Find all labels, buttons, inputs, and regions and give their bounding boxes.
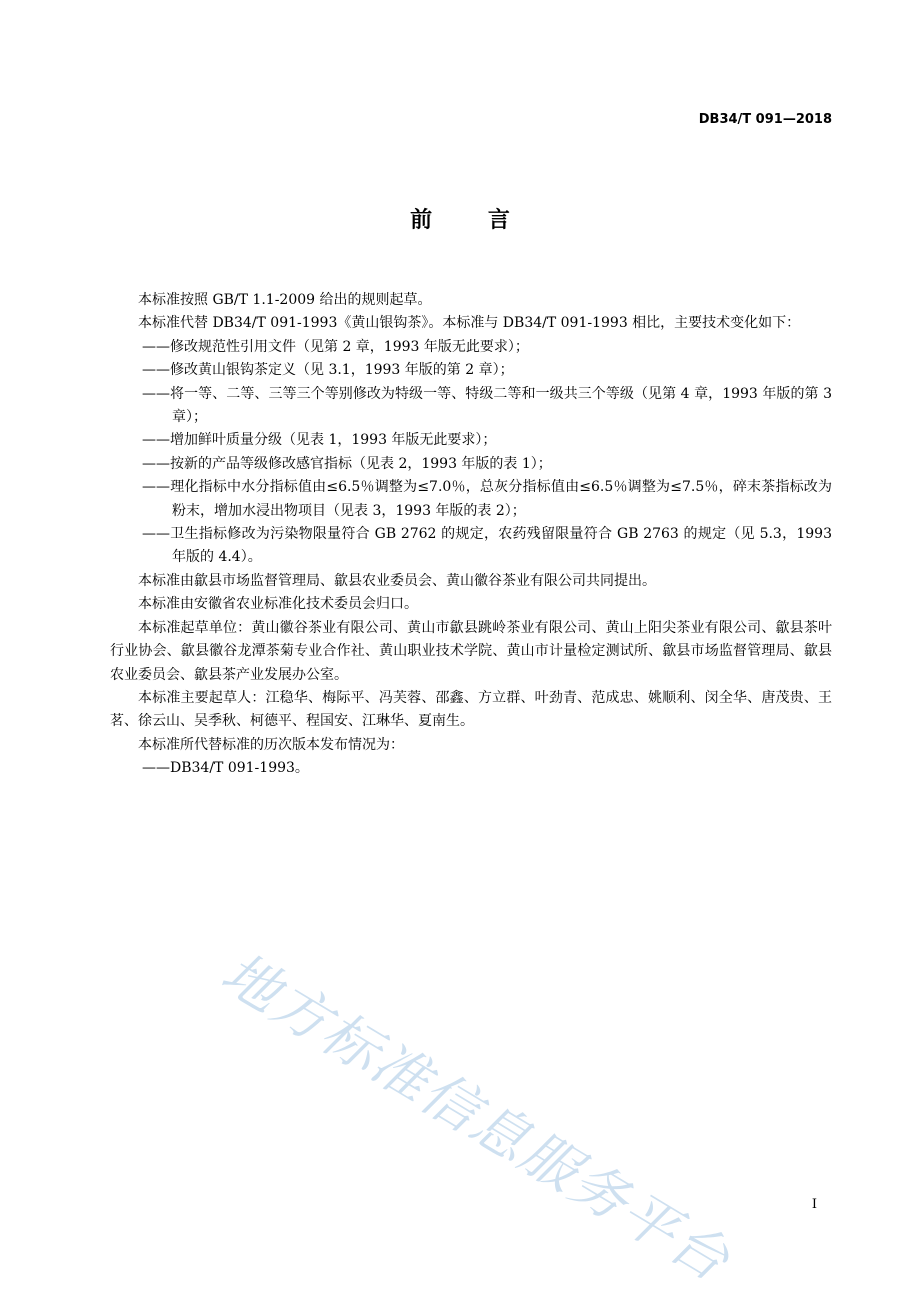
paragraph-under-jurisdiction: 本标准由安徽省农业标准化技术委员会归口。 — [138, 596, 418, 613]
watermark: 地方标准信息服务平台 — [210, 940, 741, 1295]
change-item: ——修改规范性引用文件（见第 2 章，1993 年版无此要求）； — [142, 338, 529, 355]
paragraph-drafting-rules: 本标准按照 GB/T 1.1-2009 给出的规则起草。 — [138, 292, 432, 308]
paragraph-history-intro: 本标准所代替标准的历次版本发布情况为： — [138, 736, 404, 753]
paragraph-proposed-by: 本标准由歙县市场监督管理局、歙县农业委员会、黄山徽谷茶业有限公司共同提出。 — [138, 572, 656, 589]
history-item: ——DB34/T 091-1993。 — [142, 760, 309, 777]
paragraph-drafting-units: 本标准起草单位：黄山徽谷茶业有限公司、黄山市歙县跳岭茶业有限公司、黄山上阳尖茶业有限公司、歙县茶叶行业协会、歙县徽谷龙潭茶菊专业合作社、黄山职业技术学院、黄山市计量检定测试所、歙县市场监督管理局、歙县农业委员会、歙县茶产业发展办公室。 — [110, 619, 832, 683]
change-item: ——修改黄山银钩茶定义（见 3.1，1993 年版的第 2 章）； — [142, 362, 514, 379]
paragraph-replaces: 本标准代替 DB34/T 091-1993《黄山银钩茶》。本标准与 DB34/T 091-1993 相比，主要技术变化如下： — [138, 315, 801, 332]
page-number: I — [811, 1197, 817, 1212]
change-item: ——将一等、二等、三等三个等别修改为特级一等、特级二等和一级共三个等级（见第 4 章，1993 年版的第 3 章）； — [142, 385, 832, 426]
paragraph-drafters: 本标准主要起草人：江稳华、梅际平、冯芙蓉、邵鑫、方立群、叶劲青、范成忠、姚顺利、闵全华、唐茂贵、王茗、徐云山、吴季秋、柯德平、程国安、江琳华、夏南生。 — [110, 689, 832, 730]
change-item: ——理化指标中水分指标值由≤6.5％调整为≤7.0％，总灰分指标值由≤6.5％调整为≤7.5％，碎末茶指标改为粉末，增加水浸出物项目（见表 3，1993 年版的表 2）； — [142, 479, 832, 519]
document-code: DB34/T 091—2018 — [698, 112, 832, 127]
change-item: ——增加鲜叶质量分级（见表 1，1993 年版无此要求）； — [142, 432, 497, 449]
change-item: ——按新的产品等级修改感官指标（见表 2，1993 年版的表 1）； — [142, 455, 552, 472]
foreword-body — [110, 289, 832, 781]
page-title: 前 言 — [410, 207, 534, 233]
change-item: ——卫生指标修改为污染物限量符合 GB 2762 的规定，农药残留限量符合 GB 2763 的规定（见 5.3，1993 年版的 4.4）。 — [142, 526, 832, 566]
